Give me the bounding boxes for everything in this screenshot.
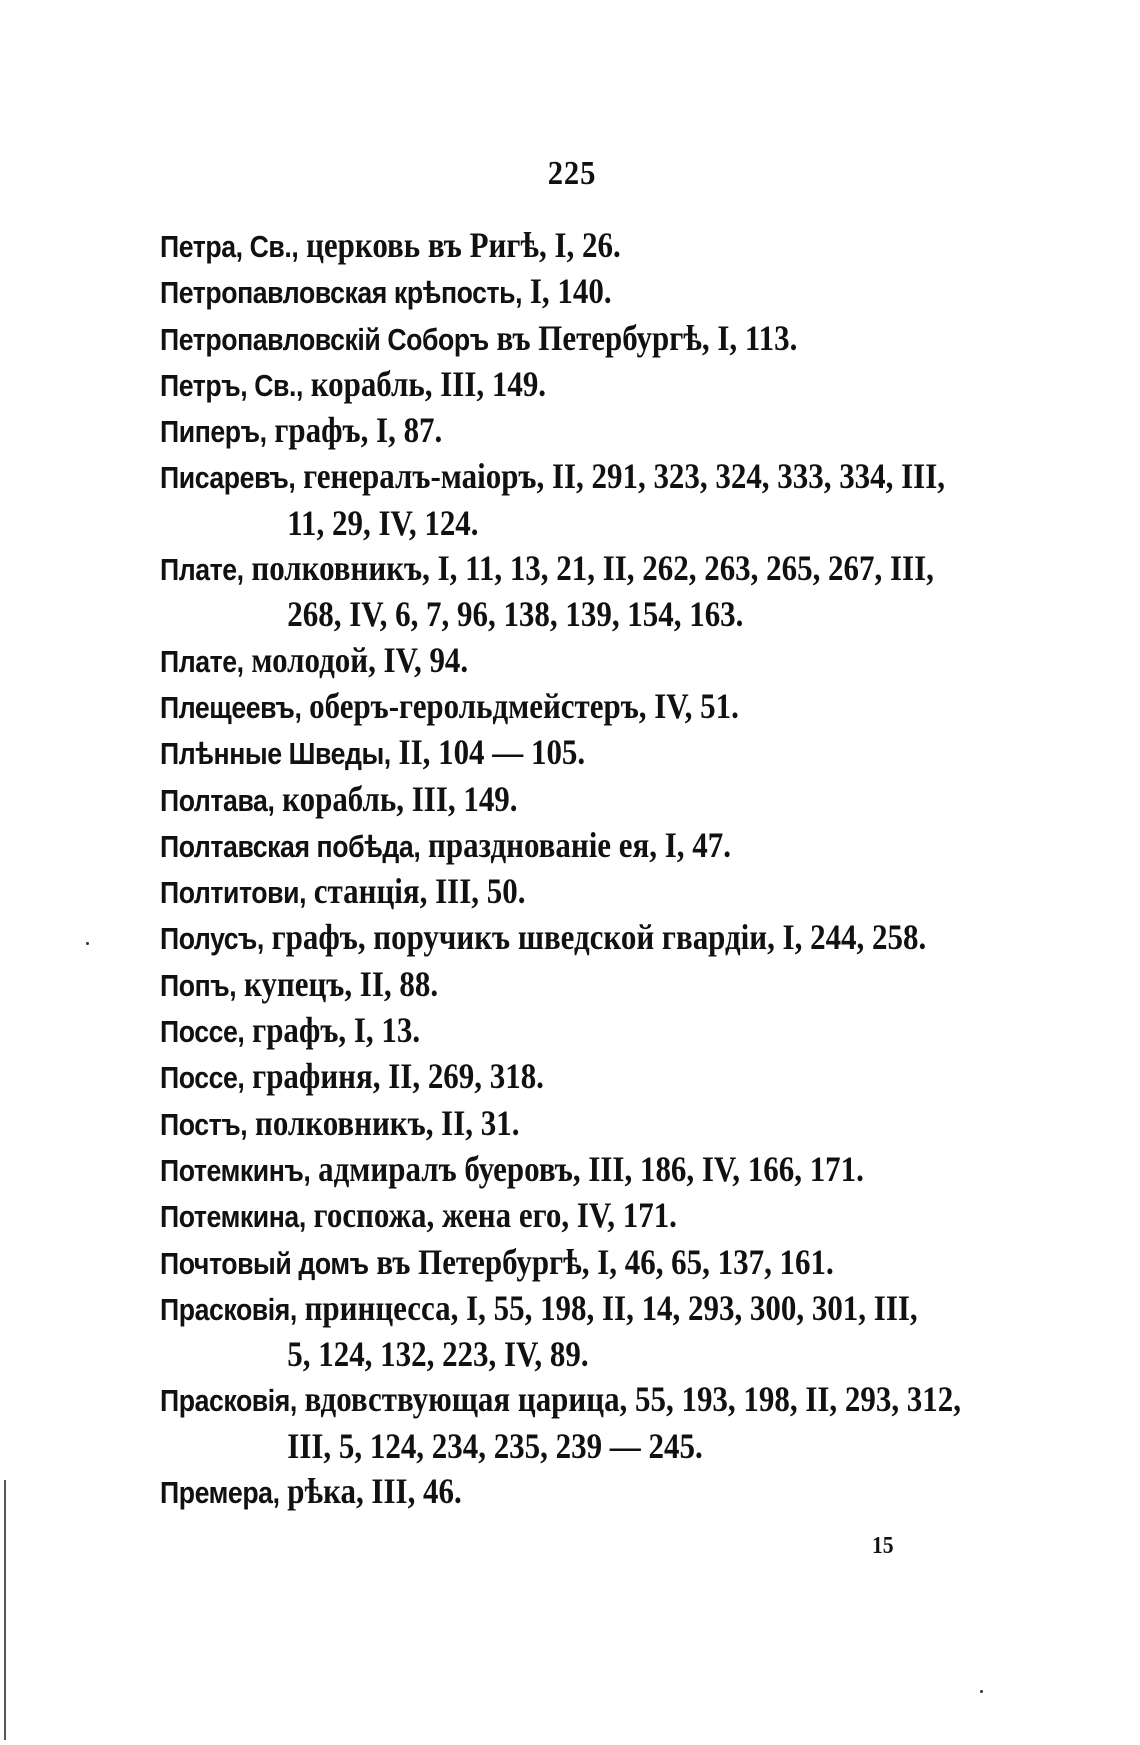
index-entry [160,823,865,869]
index-entry [160,1008,865,1054]
index-entry [160,1240,865,1286]
signature-mark: 15 [872,1533,894,1559]
index-entry [160,962,865,1008]
entry-references: церковь въ Ригѣ, I, 26. [298,225,621,265]
index-entry [160,915,927,961]
index-entry [160,1469,865,1515]
index-entry [160,1147,865,1193]
index-entry [160,454,946,546]
entry-heading: Почтовый домъ [160,1245,369,1281]
entry-references: полковникъ, II, 31. [247,1102,520,1143]
entry-heading: Петръ, Св., [160,367,303,403]
entry-heading: Потемкинъ, [160,1152,311,1188]
entry-references: I, 140. [522,271,612,312]
entry-heading: Плѣнные Шведы, [160,736,391,772]
entry-references: корабль, III, 149. [302,363,547,404]
entry-references: графъ, I, 87. [266,410,443,451]
entry-references: корабль, III, 149. [274,778,518,819]
index-entry [160,408,865,454]
entry-heading: Петра, Св., [160,229,299,264]
index-entry [160,869,865,915]
entry-continuation: III, 5, 124, 234, 235, 239 — 245. [287,1425,703,1466]
entry-heading: Потемкина, [160,1199,306,1235]
page-edge-shadow [4,1480,6,1740]
entry-references: графиня, II, 269, 318. [244,1056,544,1097]
index-entry [160,362,865,408]
entry-references: празднованіе ея, I, 47. [420,824,731,865]
entry-heading: Плате, [160,643,244,679]
entry-heading: Премера, [160,1475,280,1511]
index-entry [160,730,865,776]
entry-continuation: 5, 124, 132, 223, IV, 89. [287,1334,589,1375]
index-entry [160,316,865,362]
index-entry [160,638,865,684]
entry-continuation: 268, IV, 6, 7, 96, 138, 139, 154, 163. [287,594,744,635]
index-entry [160,1377,961,1469]
index-entry [160,1193,865,1239]
entry-references: станція, III, 50. [306,871,526,912]
page-speck [86,942,89,945]
entry-references: принцесса, I, 55, 198, II, 14, 293, 300, 301, III, [296,1287,918,1328]
index-entries [160,223,980,1515]
entry-references: въ Петербургѣ, I, 113. [488,317,798,358]
entry-heading: Полтава, [160,782,275,818]
entry-heading: Пиперъ, [160,414,267,450]
page-number: 225 [547,155,597,192]
entry-heading: Петропавловскій Соборъ [160,321,489,357]
page-speck [980,1690,983,1693]
index-entry [160,1286,918,1378]
index-entry [160,684,865,730]
index-entry [160,1054,865,1100]
entry-heading: Постъ, [160,1106,248,1142]
entry-references: генералъ-маіоръ, II, 291, 323, 324, 333, 334, III, [295,456,946,497]
entry-heading: Полтавская побѣда, [160,828,421,864]
entry-references: рѣка, III, 46. [279,1471,462,1512]
index-entry [160,223,865,269]
entry-heading: Прасковія, [160,1291,297,1327]
entry-references: графъ, I, 13. [244,1010,421,1051]
index-entry [160,546,934,638]
entry-references: II, 104 — 105. [390,732,586,773]
entry-references: молодой, IV, 94. [243,639,469,680]
entry-references: госпожа, жена его, IV, 171. [305,1195,677,1236]
entry-references: адмиралъ буеровъ, III, 186, IV, 166, 171. [310,1148,864,1189]
entry-references: купецъ, II, 88. [236,963,439,1004]
entry-heading: Полтитови, [160,875,307,911]
entry-heading: Плате, [160,552,244,588]
entry-heading: Писаревъ, [160,460,296,496]
entry-heading: Прасковія, [160,1383,297,1419]
entry-continuation: 11, 29, IV, 124. [287,502,479,543]
entry-references: графъ, поручикъ шведской гвардіи, I, 244, 258. [263,917,927,958]
entry-references: вдовствующая царица, 55, 193, 198, II, 293, 312, [296,1379,961,1420]
entry-heading: Полусъ, [160,921,264,957]
index-entry [160,777,865,823]
entry-references: оберъ-герольдмейстеръ, IV, 51. [301,685,739,726]
index-entry [160,269,865,315]
index-entry [160,1101,865,1147]
entry-heading: Поссе, [160,1014,245,1050]
entry-heading: Попъ, [160,967,237,1003]
entry-heading: Петропавловская крѣпость, [160,275,523,311]
entry-heading: Поссе, [160,1060,245,1096]
entry-heading: Плещеевъ, [160,689,302,725]
entry-references: въ Петербургѣ, I, 46, 65, 137, 161. [368,1241,834,1282]
entry-references: полковникъ, I, 11, 13, 21, II, 262, 263, 265, 267, III, [243,548,934,589]
